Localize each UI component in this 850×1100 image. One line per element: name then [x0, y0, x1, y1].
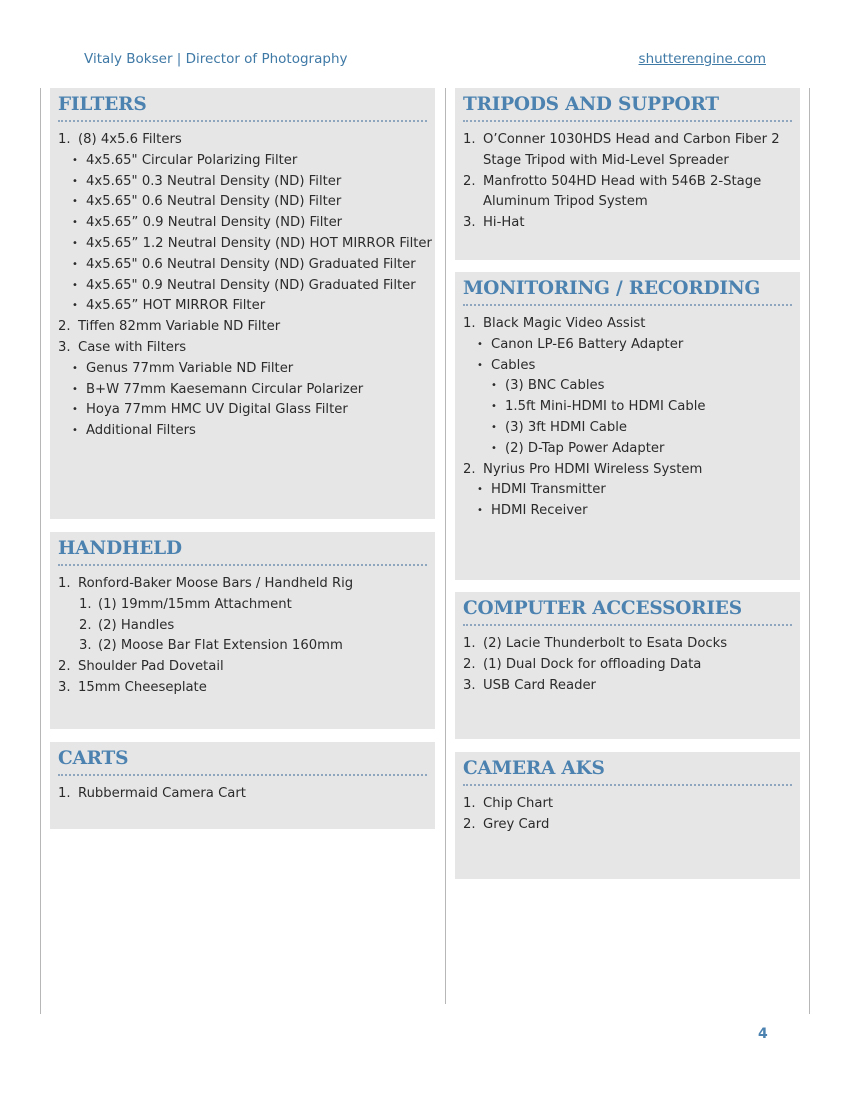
- list-item: [455, 376, 800, 397]
- list-item: [50, 359, 435, 380]
- monitoring-list: [455, 314, 800, 522]
- list-item: [455, 794, 800, 815]
- list-item-text: Hi-Hat: [483, 215, 525, 231]
- list-item-text: Cables: [491, 357, 536, 373]
- list-marker: 2.: [463, 461, 476, 477]
- list-item: [50, 276, 435, 297]
- handheld-list: [50, 574, 435, 699]
- list-marker: •: [491, 421, 497, 433]
- list-marker: 1.: [58, 576, 71, 591]
- list-marker: 2.: [463, 656, 476, 672]
- list-item-text: Rubbermaid Camera Cart: [78, 786, 246, 801]
- list-item-text: (1) Dual Dock for offloading Data: [483, 656, 702, 672]
- list-marker: 2.: [463, 173, 476, 189]
- list-item: [50, 657, 435, 678]
- list-marker: •: [72, 154, 78, 166]
- list-marker: •: [72, 425, 78, 437]
- list-item-text: USB Card Reader: [483, 677, 596, 693]
- list-item-text: HDMI Transmitter: [491, 482, 606, 498]
- list-marker: •: [477, 359, 483, 371]
- section-title: HANDHELD: [58, 538, 427, 566]
- list-item: [455, 439, 800, 460]
- list-item-text: B+W 77mm Kaesemann Circular Polarizer: [86, 381, 364, 397]
- section-monitoring: [455, 272, 800, 580]
- list-item-text: Stage Tripod with Mid-Level Spreader: [483, 152, 729, 168]
- list-item-text: Canon LP-E6 Battery Adapter: [491, 336, 684, 352]
- carts-list: [50, 784, 435, 805]
- list-item: [455, 655, 800, 676]
- list-marker: 1.: [463, 316, 476, 331]
- list-item-text: (2) Moose Bar Flat Extension 160mm: [98, 638, 343, 654]
- list-item-text: Additional Filters: [86, 423, 196, 439]
- list-item-text: 4x5.65" 0.6 Neutral Density (ND) Filter: [86, 194, 342, 210]
- list-item-text: Case with Filters: [78, 339, 187, 355]
- header-website-link[interactable]: shutterengine.com: [638, 51, 766, 67]
- list-item: [455, 418, 800, 439]
- section-title: CAMERA AKS: [463, 758, 792, 786]
- list-item: [455, 314, 800, 335]
- list-item: [50, 255, 435, 276]
- list-item: [455, 815, 800, 836]
- list-item-text: (1) 19mm/15mm Attachment: [98, 596, 292, 612]
- page-number: 4: [758, 1026, 768, 1042]
- list-item-text: Tiffen 82mm Variable ND Filter: [78, 319, 281, 335]
- section-filters: [50, 88, 435, 519]
- list-item: [455, 634, 800, 655]
- list-item: [50, 213, 435, 234]
- list-marker: •: [72, 258, 78, 270]
- list-marker: 2.: [58, 659, 71, 675]
- list-item: [50, 192, 435, 213]
- list-item: [50, 400, 435, 421]
- list-item-text: Nyrius Pro HDMI Wireless System: [483, 461, 703, 477]
- section-title: FILTERS: [58, 94, 427, 122]
- list-item-text: 4x5.65" 0.9 Neutral Density (ND) Graduated Filter: [86, 277, 416, 293]
- list-item: [50, 616, 435, 637]
- list-item: [50, 130, 435, 151]
- section-carts: [50, 742, 435, 829]
- list-marker: •: [72, 237, 78, 249]
- list-item: [455, 480, 800, 501]
- list-item-text: (2) Handles: [98, 617, 175, 633]
- list-item: [455, 460, 800, 481]
- list-marker: •: [491, 401, 497, 413]
- list-item: [50, 151, 435, 172]
- list-marker: •: [72, 217, 78, 229]
- list-item: [50, 338, 435, 359]
- column-divider-right: [809, 88, 810, 1014]
- section-handheld: [50, 532, 435, 729]
- list-marker: •: [477, 484, 483, 496]
- list-marker: 1.: [463, 796, 476, 811]
- list-item: [455, 213, 800, 234]
- list-marker: 1.: [79, 596, 92, 612]
- list-item: [50, 380, 435, 401]
- list-marker: •: [72, 383, 78, 395]
- header-title: Vitaly Bokser | Director of Photography: [84, 51, 348, 67]
- list-item: [50, 172, 435, 193]
- list-item-text: Shoulder Pad Dovetail: [78, 659, 224, 675]
- list-marker: •: [72, 362, 78, 374]
- list-marker: 2.: [79, 617, 92, 633]
- section-title: MONITORING / RECORDING: [463, 278, 792, 306]
- list-item-text: Grey Card: [483, 816, 550, 832]
- list-item-text: 4x5.65" 0.3 Neutral Density (ND) Filter: [86, 173, 342, 189]
- list-item-text: 15mm Cheeseplate: [78, 679, 207, 695]
- list-item: [50, 636, 435, 657]
- list-marker: 1.: [58, 132, 71, 147]
- list-item: [50, 421, 435, 442]
- list-item-text: (3) BNC Cables: [505, 378, 605, 394]
- list-item-continuation: [455, 151, 800, 172]
- list-item: [50, 234, 435, 255]
- list-marker: 2.: [58, 319, 71, 335]
- list-item: [455, 356, 800, 377]
- section-tripods: [455, 88, 800, 260]
- section-computer-accessories: [455, 592, 800, 739]
- computer-list: [455, 634, 800, 696]
- list-item-text: Aluminum Tripod System: [483, 194, 648, 210]
- list-marker: •: [72, 300, 78, 312]
- column-divider-left: [40, 88, 41, 1014]
- list-item: [50, 574, 435, 595]
- list-item-text: 4x5.65” HOT MIRROR Filter: [86, 298, 266, 314]
- list-item: [455, 397, 800, 418]
- section-title: COMPUTER ACCESSORIES: [463, 598, 792, 626]
- tripods-list: [455, 130, 800, 234]
- list-item: [455, 172, 800, 193]
- list-marker: •: [72, 404, 78, 416]
- list-item-text: O’Conner 1030HDS Head and Carbon Fiber 2: [483, 132, 780, 147]
- list-item-text: (2) D-Tap Power Adapter: [505, 440, 665, 456]
- list-item-text: (3) 3ft HDMI Cable: [505, 419, 628, 435]
- list-item-text: 4x5.65” 0.9 Neutral Density (ND) Filter: [86, 215, 343, 231]
- list-item: [455, 335, 800, 356]
- list-marker: •: [491, 380, 497, 392]
- list-marker: 1.: [58, 786, 71, 801]
- list-item: [50, 678, 435, 699]
- list-item: [50, 595, 435, 616]
- list-item-text: Manfrotto 504HD Head with 546B 2-Stage: [483, 173, 762, 189]
- list-item-text: 4x5.65” 1.2 Neutral Density (ND) HOT MIRROR Filter: [86, 235, 432, 251]
- list-marker: 2.: [463, 816, 476, 832]
- list-item: [455, 130, 800, 151]
- list-marker: •: [477, 505, 483, 517]
- column-divider-middle: [445, 88, 446, 1004]
- list-item-text: (8) 4x5.6 Filters: [78, 132, 182, 147]
- list-marker: •: [72, 196, 78, 208]
- list-marker: 1.: [463, 636, 476, 651]
- list-marker: •: [477, 338, 483, 350]
- list-item-text: 4x5.65" 0.6 Neutral Density (ND) Graduated Filter: [86, 256, 416, 272]
- list-marker: •: [72, 279, 78, 291]
- list-marker: 1.: [463, 132, 476, 147]
- list-item: [455, 501, 800, 522]
- list-marker: •: [72, 175, 78, 187]
- section-title: TRIPODS AND SUPPORT: [463, 94, 792, 122]
- list-item: [50, 317, 435, 338]
- camera-aks-list: [455, 794, 800, 836]
- list-marker: 3.: [463, 215, 476, 231]
- section-title: CARTS: [58, 748, 427, 776]
- list-item: [50, 296, 435, 317]
- list-item-text: Black Magic Video Assist: [483, 316, 646, 331]
- list-marker: 3.: [58, 339, 71, 355]
- list-item: [455, 676, 800, 697]
- filters-list: [50, 130, 435, 442]
- list-item-continuation: [455, 192, 800, 213]
- list-item-text: 1.5ft Mini-HDMI to HDMI Cable: [505, 399, 706, 415]
- list-item-text: 4x5.65" Circular Polarizing Filter: [86, 152, 298, 168]
- list-item-text: Genus 77mm Variable ND Filter: [86, 360, 294, 376]
- list-item-text: Hoya 77mm HMC UV Digital Glass Filter: [86, 402, 348, 418]
- list-item: [50, 784, 435, 805]
- list-item-text: (2) Lacie Thunderbolt to Esata Docks: [483, 636, 728, 651]
- list-marker: 3.: [58, 679, 71, 695]
- list-marker: 3.: [79, 638, 92, 654]
- list-marker: 3.: [463, 677, 476, 693]
- list-item-text: Ronford-Baker Moose Bars / Handheld Rig: [78, 576, 354, 591]
- section-camera-aks: [455, 752, 800, 879]
- list-marker: •: [491, 442, 497, 454]
- list-item-text: Chip Chart: [483, 796, 554, 811]
- list-item-text: HDMI Receiver: [491, 503, 588, 519]
